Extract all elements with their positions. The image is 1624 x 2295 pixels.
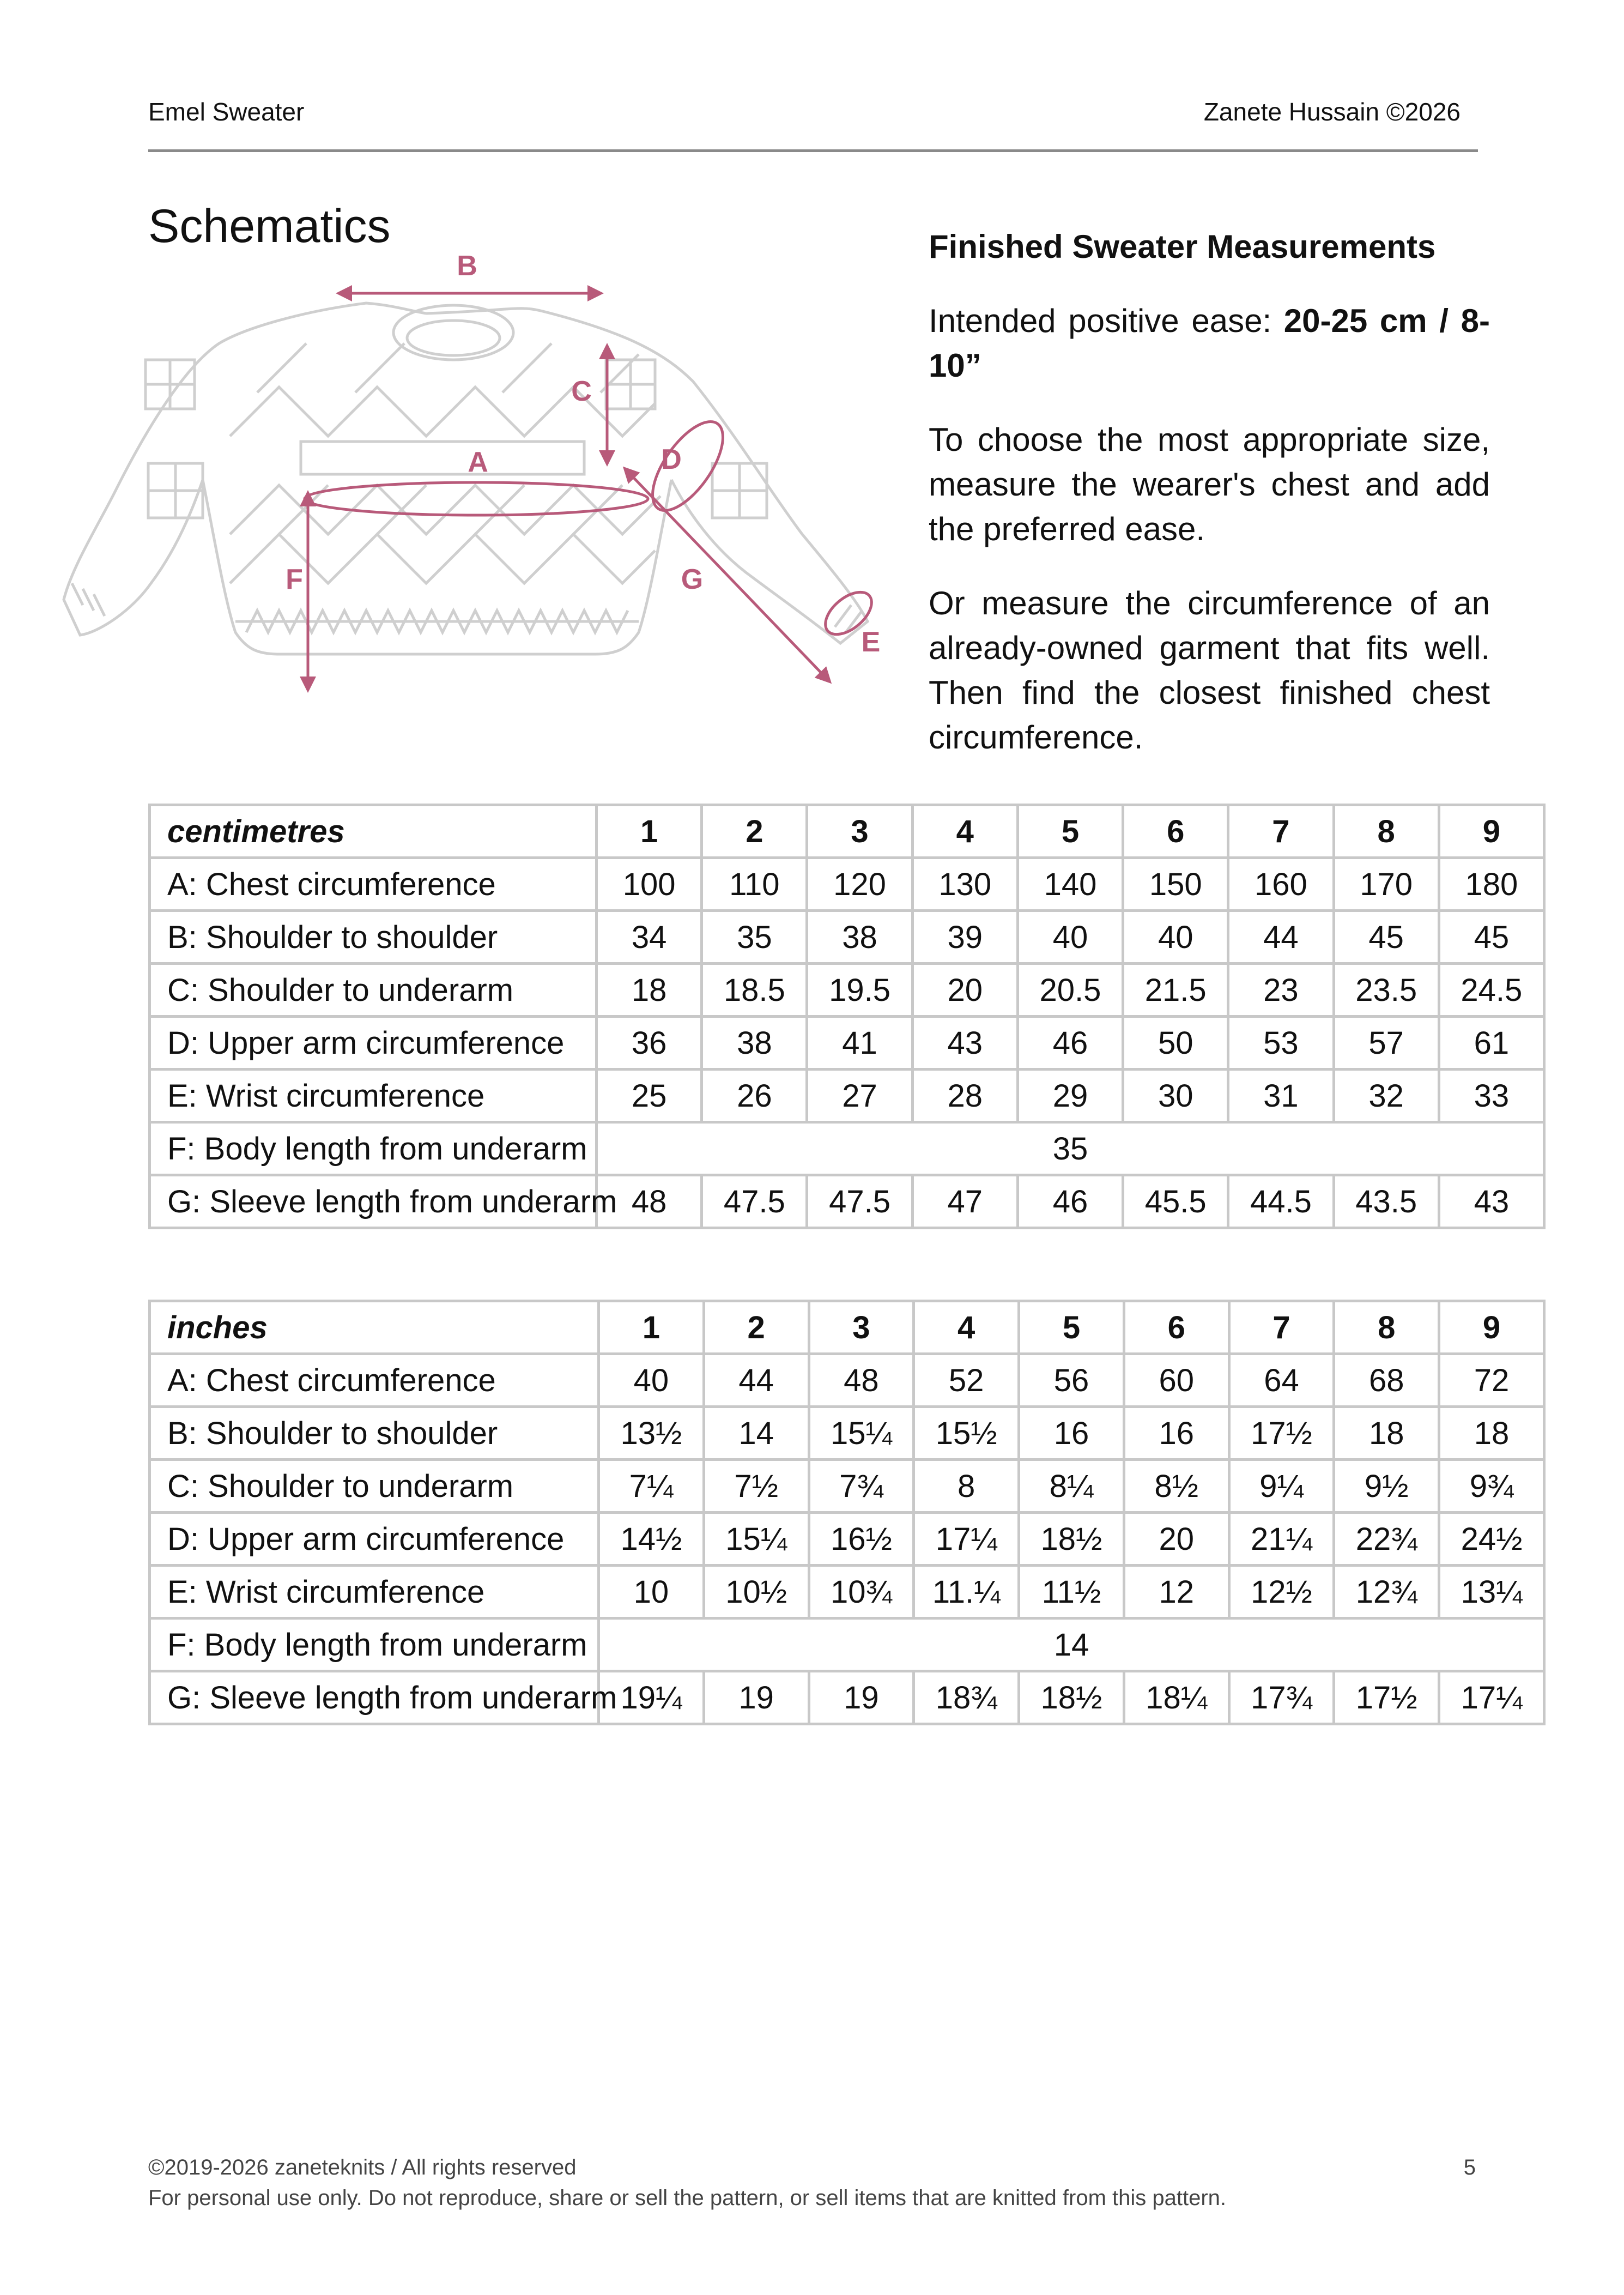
measurement-value: 19¼ [599, 1671, 704, 1724]
ease-value: 20-25 cm / 8-10” [929, 303, 1490, 384]
measurement-label: D: Upper arm circumference [150, 1017, 597, 1070]
measurement-value: 43 [912, 1017, 1017, 1070]
size-header: 4 [912, 805, 1017, 858]
measurement-value: 12¾ [1334, 1566, 1439, 1618]
measurement-value: 9¾ [1439, 1460, 1544, 1513]
measurement-value: 43.5 [1334, 1175, 1439, 1228]
label-e: E [861, 626, 881, 658]
measurement-value: 26 [702, 1070, 807, 1122]
label-b: B [457, 250, 477, 282]
measurement-value: 10 [599, 1566, 704, 1618]
size-header: 3 [809, 1301, 914, 1354]
measurement-value: 18½ [1019, 1671, 1124, 1724]
measurement-label: A: Chest circumference [150, 1354, 599, 1407]
measurement-value: 110 [702, 858, 807, 911]
measurement-value: 8 [914, 1460, 1019, 1513]
measurement-value: 18.5 [702, 964, 807, 1017]
measurement-value: 18 [1439, 1407, 1544, 1460]
measurement-value: 47.5 [807, 1175, 912, 1228]
measurement-value: 160 [1228, 858, 1334, 911]
measurement-value: 18 [1334, 1407, 1439, 1460]
measurement-value: 44 [704, 1354, 809, 1407]
cm-table-body [150, 805, 1544, 1228]
measurements-info [929, 225, 1490, 789]
measurement-value: 16 [1019, 1407, 1124, 1460]
table-row [150, 1070, 1544, 1122]
table-row [150, 1513, 1544, 1566]
measurement-value: 11.¼ [914, 1566, 1019, 1618]
page-title: Schematics [148, 200, 391, 252]
measurement-value: 19 [809, 1671, 914, 1724]
measurement-value: 13¼ [1439, 1566, 1544, 1618]
table-row [150, 1671, 1544, 1724]
unit-label: centimetres [150, 805, 597, 858]
measurement-value: 21¼ [1229, 1513, 1334, 1566]
measure-d-ellipse [639, 410, 736, 522]
measurement-value: 13½ [599, 1407, 704, 1460]
measurement-value: 28 [912, 1070, 1017, 1122]
sweater-outline [64, 303, 868, 654]
measurement-value: 45 [1334, 911, 1439, 964]
page-number: 5 [1463, 2155, 1476, 2179]
measurement-value: 16 [1124, 1407, 1229, 1460]
measurement-value: 15¼ [704, 1513, 809, 1566]
table-row [150, 1407, 1544, 1460]
measurement-value: 60 [1124, 1354, 1229, 1407]
measurement-value: 72 [1439, 1354, 1544, 1407]
measurement-value: 17¾ [1229, 1671, 1334, 1724]
footer-copyright: ©2019-2026 zaneteknits / All rights reserved [148, 2155, 577, 2179]
measurement-value: 12½ [1229, 1566, 1334, 1618]
measurement-value: 24½ [1439, 1513, 1544, 1566]
measurement-label: F: Body length from underarm [150, 1122, 597, 1175]
measurement-value: 20 [1124, 1513, 1229, 1566]
measurement-value: 45.5 [1123, 1175, 1228, 1228]
measurement-value: 17½ [1229, 1407, 1334, 1460]
measurement-value: 45 [1439, 911, 1544, 964]
measurement-value: 8¼ [1019, 1460, 1124, 1513]
unit-label: inches [150, 1301, 599, 1354]
measurement-overlays [305, 293, 879, 690]
table-row [150, 1017, 1544, 1070]
measurement-value: 12 [1124, 1566, 1229, 1618]
measurement-value: 44 [1228, 911, 1334, 964]
table-header-row [150, 805, 1544, 858]
measurement-value: 23.5 [1334, 964, 1439, 1017]
measurement-label: C: Shoulder to underarm [150, 1460, 599, 1513]
measurement-value: 18½ [1019, 1513, 1124, 1566]
measurement-value-all-sizes: 14 [599, 1618, 1544, 1671]
sweater-schematic [50, 229, 911, 709]
size-header: 7 [1228, 805, 1334, 858]
in-table-body [150, 1301, 1544, 1724]
measurement-value: 24.5 [1439, 964, 1544, 1017]
measurement-value: 25 [597, 1070, 702, 1122]
measurement-value: 7¾ [809, 1460, 914, 1513]
size-header: 6 [1124, 1301, 1229, 1354]
size-header: 2 [702, 805, 807, 858]
size-header: 3 [807, 805, 912, 858]
measurement-value: 18¼ [1124, 1671, 1229, 1724]
measurement-value: 40 [599, 1354, 704, 1407]
measurement-value: 8½ [1124, 1460, 1229, 1513]
label-d: D [661, 444, 682, 475]
size-header: 1 [599, 1301, 704, 1354]
measurement-value: 9½ [1334, 1460, 1439, 1513]
label-c: C [571, 376, 592, 407]
measurement-label: G: Sleeve length from underarm [150, 1175, 597, 1228]
measurement-value: 180 [1439, 858, 1544, 911]
measurement-value: 38 [807, 911, 912, 964]
measurement-value: 16½ [809, 1513, 914, 1566]
measurement-value: 46 [1017, 1017, 1123, 1070]
garment-paragraph: Or measure the circumference of an already-owned garment that fits well. Then find the closest finished chest circumference. [929, 585, 1490, 756]
measurement-value: 31 [1228, 1070, 1334, 1122]
measurement-value: 23 [1228, 964, 1334, 1017]
measurement-value: 14 [704, 1407, 809, 1460]
measurement-value: 39 [912, 911, 1017, 964]
measurement-value: 34 [597, 911, 702, 964]
header-divider [148, 149, 1478, 152]
info-heading: Finished Sweater Measurements [929, 228, 1436, 265]
measurement-label: E: Wrist circumference [150, 1070, 597, 1122]
measurement-value: 14½ [599, 1513, 704, 1566]
measurement-label: A: Chest circumference [150, 858, 597, 911]
measurement-value: 48 [809, 1354, 914, 1407]
table-row [150, 911, 1544, 964]
measurement-label: B: Shoulder to shoulder [150, 911, 597, 964]
size-header: 8 [1334, 1301, 1439, 1354]
measure-g-arrow [625, 469, 829, 681]
label-a: A [468, 446, 488, 478]
measurement-value: 33 [1439, 1070, 1544, 1122]
measurement-label: D: Upper arm circumference [150, 1513, 599, 1566]
table-row [150, 1618, 1544, 1671]
measurement-value: 61 [1439, 1017, 1544, 1070]
measurement-value: 56 [1019, 1354, 1124, 1407]
measurement-value: 21.5 [1123, 964, 1228, 1017]
measurement-value: 41 [807, 1017, 912, 1070]
measurement-label: C: Shoulder to underarm [150, 964, 597, 1017]
size-header: 9 [1439, 1301, 1544, 1354]
measurement-value: 57 [1334, 1017, 1439, 1070]
size-header: 5 [1017, 805, 1123, 858]
measurement-value: 40 [1017, 911, 1123, 964]
centimetres-table [148, 804, 1546, 1229]
measurement-value: 140 [1017, 858, 1123, 911]
measurement-value: 7¼ [599, 1460, 704, 1513]
measurement-value: 32 [1334, 1070, 1439, 1122]
measurement-value: 20 [912, 964, 1017, 1017]
measurement-value: 40 [1123, 911, 1228, 964]
measurement-label: B: Shoulder to shoulder [150, 1407, 599, 1460]
measurement-value: 10½ [704, 1566, 809, 1618]
ease-label: Intended positive ease: [929, 303, 1284, 339]
measurement-value: 35 [702, 911, 807, 964]
measurement-label: G: Sleeve length from underarm [150, 1671, 599, 1724]
measurement-value: 50 [1123, 1017, 1228, 1070]
measurement-value: 47.5 [702, 1175, 807, 1228]
measurement-value: 68 [1334, 1354, 1439, 1407]
choose-size-paragraph: To choose the most appropriate size, measure the wearer's chest and add the preferred ease. [929, 421, 1490, 547]
table-row [150, 1566, 1544, 1618]
measurement-value: 44.5 [1228, 1175, 1334, 1228]
measurement-value: 10¾ [809, 1566, 914, 1618]
table-row [150, 1175, 1544, 1228]
measurement-value: 53 [1228, 1017, 1334, 1070]
size-header: 2 [704, 1301, 809, 1354]
table-row [150, 1460, 1544, 1513]
measurement-value: 120 [807, 858, 912, 911]
measurement-value: 30 [1123, 1070, 1228, 1122]
size-header: 6 [1123, 805, 1228, 858]
measurement-value: 52 [914, 1354, 1019, 1407]
table-row [150, 1122, 1544, 1175]
size-header: 4 [914, 1301, 1019, 1354]
label-g: G [681, 564, 704, 595]
measurement-value: 15½ [914, 1407, 1019, 1460]
size-header: 1 [597, 805, 702, 858]
author-copyright: Zanete Hussain ©2026 [1203, 98, 1461, 126]
size-header: 5 [1019, 1301, 1124, 1354]
measurement-value: 15¼ [809, 1407, 914, 1460]
measurement-value: 17½ [1334, 1671, 1439, 1724]
table-header-row [150, 1301, 1544, 1354]
measurement-value: 43 [1439, 1175, 1544, 1228]
measurement-value: 47 [912, 1175, 1017, 1228]
table-row [150, 858, 1544, 911]
measurement-value: 19.5 [807, 964, 912, 1017]
measurement-value: 27 [807, 1070, 912, 1122]
measurement-value: 46 [1017, 1175, 1123, 1228]
measurement-value: 36 [597, 1017, 702, 1070]
inches-table [148, 1300, 1546, 1725]
size-header: 8 [1334, 805, 1439, 858]
document-title: Emel Sweater [148, 98, 305, 126]
footer-notice: For personal use only. Do not reproduce, share or sell the pattern, or sell items that are knitted from this pattern. [148, 2186, 1227, 2210]
measurement-value: 17¼ [1439, 1671, 1544, 1724]
size-header: 9 [1439, 805, 1544, 858]
measurement-value: 22¾ [1334, 1513, 1439, 1566]
table-row [150, 1354, 1544, 1407]
measurement-value: 19 [704, 1671, 809, 1724]
measurement-value: 150 [1123, 858, 1228, 911]
measurement-value: 18 [597, 964, 702, 1017]
measurement-value: 38 [702, 1017, 807, 1070]
measurement-value: 18¾ [914, 1671, 1019, 1724]
measurement-value: 48 [597, 1175, 702, 1228]
measurement-value: 100 [597, 858, 702, 911]
measurement-value: 7½ [704, 1460, 809, 1513]
measurement-value: 29 [1017, 1070, 1123, 1122]
measurement-value: 170 [1334, 858, 1439, 911]
ease-paragraph [929, 299, 1490, 388]
measurement-value: 130 [912, 858, 1017, 911]
measurement-label: E: Wrist circumference [150, 1566, 599, 1618]
size-header: 7 [1229, 1301, 1334, 1354]
table-row [150, 964, 1544, 1017]
measurement-value: 11½ [1019, 1566, 1124, 1618]
measurement-value: 9¼ [1229, 1460, 1334, 1513]
measurement-value: 17¼ [914, 1513, 1019, 1566]
measurement-value: 64 [1229, 1354, 1334, 1407]
measurement-value: 20.5 [1017, 964, 1123, 1017]
measurement-label: F: Body length from underarm [150, 1618, 599, 1671]
label-f: F [286, 564, 303, 595]
measurement-value-all-sizes: 35 [597, 1122, 1544, 1175]
